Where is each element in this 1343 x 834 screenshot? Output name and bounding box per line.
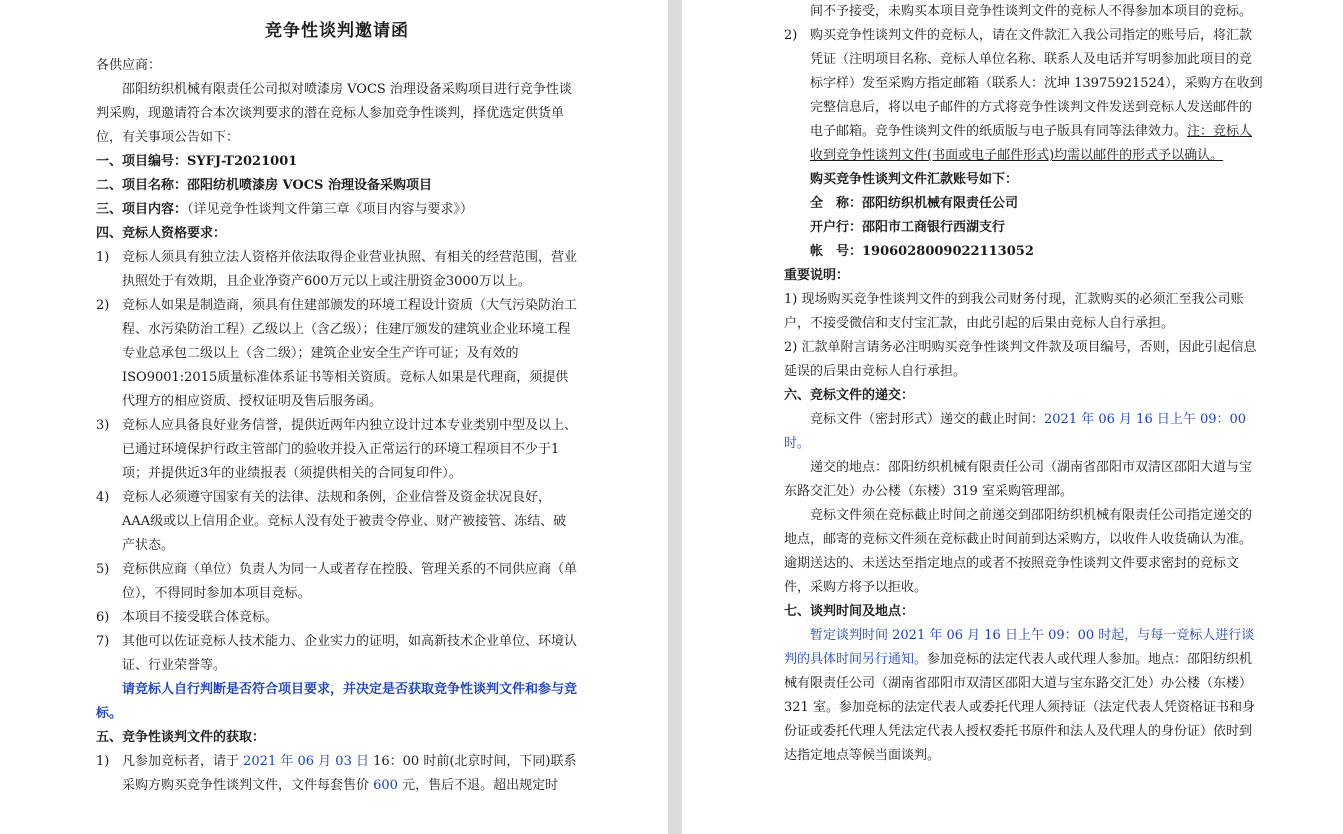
acquisition-text-b: 16：00 时前(北京时间，下同)联系采购方购买竞争性谈判文件，文件每套售价 bbox=[122, 754, 577, 793]
submission-deadline bbox=[784, 408, 1264, 456]
requirement-text: 竞标供应商（单位）负责人为同一人或者存在控股、管理关系的不同供应商（单位），不得同时参加本项目竞标。 bbox=[122, 562, 578, 601]
requirement-item bbox=[96, 414, 578, 486]
account-number: 帐 号：1906028009022113052 bbox=[810, 244, 1034, 259]
section-acquisition-heading: 五、竞争性谈判文件的获取： bbox=[96, 730, 266, 745]
section-project-content bbox=[96, 198, 578, 222]
section-negotiation-heading: 七、谈判时间及地点： bbox=[784, 604, 915, 619]
submission-deadline-time: 2021 年 06 月 16 日上午 09：00 时。 bbox=[784, 412, 1247, 451]
submission-rules: 竞标文件须在竞标截止时间之前递交到邵阳纺织机械有限责任公司指定递交的地点，邮寄的竞标文件须在竞标截止时间前到达采购方，以收件人收货确认为准。逾期送达的、未送达至指定地点的或者不按照竞争性谈判文件要求密封的竞标文件，采购方将予以拒收。 bbox=[784, 508, 1253, 595]
requirement-text: 竞标人应具备良好业务信誉，提供近两年内独立设计过本专业类别中型及以上、已通过环境保护行政主管部门的验收并投入正常运行的环境工程项目不少于1项；并提供近3年的业绩报表（须提供相关的合同复印件）。 bbox=[122, 418, 578, 481]
purchase-item bbox=[784, 24, 1264, 168]
requirement-number: 1) bbox=[96, 250, 110, 265]
page-right-content bbox=[784, 0, 1264, 768]
acquisition-continued: 间不予接受，未购买本项目竞争性谈判文件的竞标人不得参加本项目的竞标。 bbox=[810, 4, 1253, 19]
requirement-text: 竞标人须具有独立法人资格并依法取得企业营业执照、有相关的经营范围，营业执照处于有效期，且企业净资产600万元以上或注册资金3000万以上。 bbox=[122, 250, 578, 289]
acquisition-text-c: 元，售后不退。超出规定时 bbox=[397, 778, 559, 793]
requirement-text: 本项目不接受联合体竞标。 bbox=[122, 610, 279, 625]
section-qualifications-heading: 四、竞标人资格要求： bbox=[96, 226, 227, 241]
page-divider bbox=[668, 0, 682, 834]
requirement-text: 竞标人必须遵守国家有关的法律、法规和条例，企业信誉及资金状况良好，AAA级或以上信用企业。竞标人没有处于被责令停业、财产被接管、冻结、破产状态。 bbox=[122, 490, 567, 553]
important-note-1: 1) 现场购买竞争性谈判文件的到我公司财务付现，汇款购买的必须汇至我公司账户，不接受微信和支付宝汇款，由此引起的后果由竞标人自行承担。 bbox=[784, 292, 1244, 331]
requirement-number: 4) bbox=[96, 490, 110, 505]
requirement-number: 2) bbox=[96, 298, 110, 313]
requirement-item bbox=[96, 246, 578, 294]
eligibility-notice: 请竞标人自行判断是否符合项目要求，并决定是否获取竞争性谈判文件和参与竞标。 bbox=[96, 682, 578, 721]
document-title: 竞争性谈判邀请函 bbox=[265, 21, 409, 41]
document-page-right bbox=[682, 0, 1343, 834]
negotiation-place: 参加竞标的法定代表人或代理人参加。地点：邵阳纺织机械有限责任公司（湖南省邵阳市双清区邵阳大道与宝东路交汇处）办公楼（东楼）321 室。参加竞标的法定代表人或委托代理人须持证（法定代表人凭资格证书和身份证或委托代理人凭法定代表人授权委托书原件和法人及代理人的身份证）依时到达指定地点等候当面谈判。 bbox=[784, 652, 1255, 763]
requirement-number: 7) bbox=[96, 634, 110, 649]
intro-paragraph: 邵阳纺织机械有限责任公司拟对喷漆房 VOCS 治理设备采购项目进行竞争性谈判采购，现邀请符合本次谈判要求的潜在竞标人参加竞争性谈判，择优选定供货单位，有关事项公告如下： bbox=[96, 82, 572, 145]
purchase-number: 2) bbox=[784, 28, 798, 43]
important-note-2: 2) 汇款单附言请务必注明购买竞争性谈判文件款及项目编号，否则，因此引起信息延误的后果由竞标人自行承担。 bbox=[784, 340, 1257, 379]
submission-deadline-label: 竞标文件（密封形式）递交的截止时间： bbox=[810, 412, 1045, 427]
requirement-text: 竞标人如果是制造商，须具有住建部颁发的环境工程设计资质（大气污染防治工程、水污染防治工程）乙级以上（含乙级）；住建厅颁发的建筑业企业环境工程专业总承包二级以上（含二级）；建筑企业安全生产许可证；及有效的ISO9001:2015质量标准体系证书等相关资质。竞标人如果是代理商，须提供代理方的相应资质、授权证明及售后服务函。 bbox=[122, 298, 578, 409]
account-bank: 开户行：邵阳市工商银行西湖支行 bbox=[810, 220, 1006, 235]
requirement-number: 6) bbox=[96, 610, 110, 625]
requirement-item bbox=[96, 486, 578, 558]
section-project-name: 二、项目名称：邵阳纺机喷漆房 VOCS 治理设备采购项目 bbox=[96, 178, 432, 193]
acquisition-deadline: 2021 年 06 月 03 日 bbox=[243, 754, 369, 769]
document-price: 600 bbox=[373, 778, 398, 793]
submission-place: 递交的地点：邵阳纺织机械有限责任公司（湖南省邵阳市双清区邵阳大道与宝东路交汇处）办公楼（东楼）319 室采购管理部。 bbox=[784, 460, 1253, 499]
page-left-content bbox=[96, 0, 578, 798]
section-project-content-heading: 三、项目内容： bbox=[96, 202, 188, 217]
acquisition-number: 1) bbox=[96, 754, 110, 769]
bank-account-heading: 购买竞争性谈判文件汇款账号如下： bbox=[810, 172, 1019, 187]
important-notes-heading: 重要说明： bbox=[784, 268, 850, 283]
acquisition-text bbox=[122, 750, 578, 798]
account-name: 全 称：邵阳纺织机械有限责任公司 bbox=[810, 196, 1019, 211]
negotiation-time: 暂定谈判时间 2021 年 06 月 16 日上午 09：00 时起，与每一竞标人进行谈判的具体时间另行通知。 bbox=[784, 628, 1255, 667]
section-project-number: 一、项目编号：SYFJ-T2021001 bbox=[96, 154, 298, 169]
purchase-text bbox=[810, 24, 1264, 168]
requirement-item bbox=[96, 630, 578, 678]
section-project-content-body: （详见竞争性谈判文件第三章《项目内容与要求》） bbox=[187, 202, 474, 217]
purchase-instructions: 购买竞争性谈判文件的竞标人，请在文件款汇入我公司指定的账号后，将汇款凭证（注明项目名称、竞标人单位名称、联系人及电话并写明参加此项目的竞标字样）发至采购方指定邮箱（联系人：沈坤 13975921524），采购方在收到完整信息后，将以电子邮件的方式将竞争性谈判文件发送到竞标人发送邮件的电子邮箱。竞争性谈判文件的纸质版与电子版具有同等法律效力。 bbox=[810, 28, 1263, 139]
requirement-number: 3) bbox=[96, 418, 110, 433]
document-page-left bbox=[0, 0, 668, 834]
requirement-text: 其他可以佐证竞标人技术能力、企业实力的证明，如高新技术企业单位、环境认证、行业荣誉等。 bbox=[122, 634, 578, 673]
requirement-number: 5) bbox=[96, 562, 110, 577]
greeting: 各供应商： bbox=[96, 58, 162, 73]
acquisition-item bbox=[96, 750, 578, 798]
requirement-item bbox=[96, 606, 578, 630]
requirement-item bbox=[96, 294, 578, 414]
requirement-item bbox=[96, 558, 578, 606]
acquisition-text-a: 凡参加竞标者，请于 bbox=[122, 754, 244, 769]
negotiation-details bbox=[784, 624, 1264, 768]
section-submission-heading: 六、竞标文件的递交： bbox=[784, 388, 915, 403]
purchase-note: 注：竞标人收到竞争性谈判文件(书面或电子邮件形式)均需以邮件的形式予以确认。 bbox=[810, 124, 1253, 163]
